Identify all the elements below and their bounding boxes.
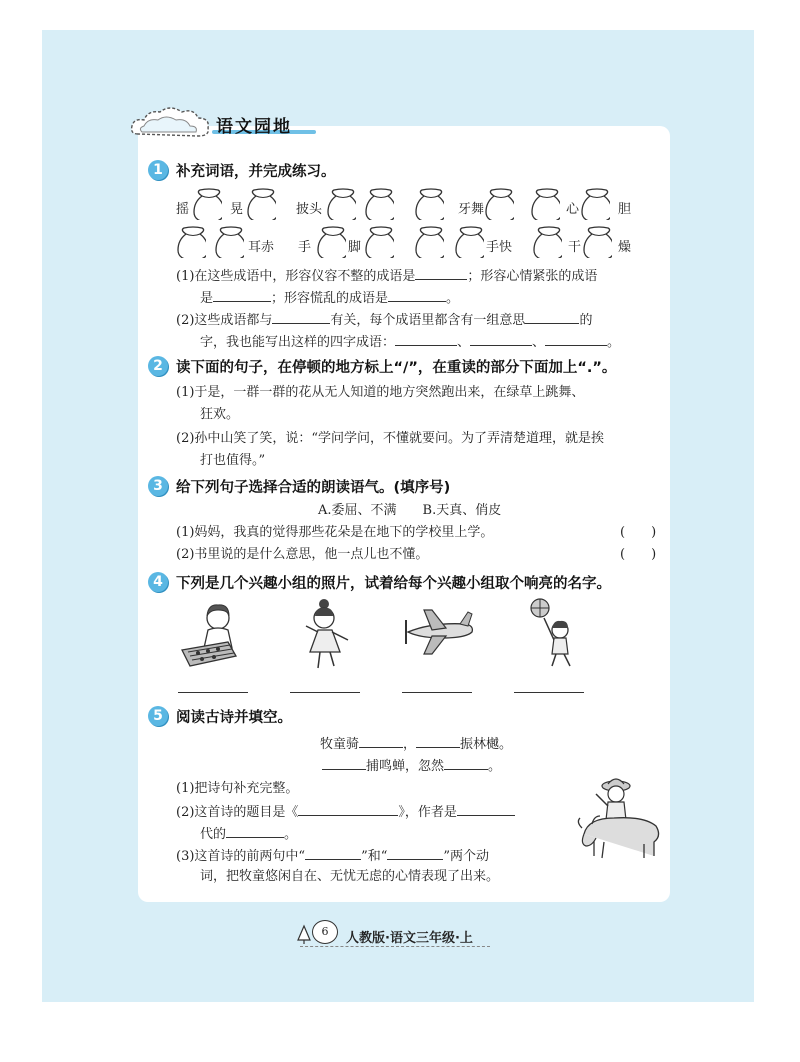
row1-char: 摇 (176, 202, 190, 217)
q5-sub-2a: (2)这首诗的题目是《 》，作者是 (176, 802, 515, 822)
cloud-icon (128, 104, 214, 144)
idiom-blank-pouch[interactable] (580, 188, 610, 220)
answer-blank[interactable] (457, 802, 515, 816)
abacus-girl-picture (178, 598, 248, 670)
q3-options: A.委屈、不满 B.天真、俏皮 (318, 503, 502, 518)
group-name-blank[interactable] (290, 692, 360, 693)
idiom-blank-pouch[interactable] (414, 188, 444, 220)
q3-sentence-2: (2)书里说的是什么意思，他一点儿也不懂。 (176, 547, 429, 562)
row2-char: 耳赤 (248, 240, 275, 255)
question-number-4: 4 (148, 572, 168, 592)
answer-paren[interactable]: ( ) (620, 547, 657, 562)
idiom-blank-pouch[interactable] (484, 188, 514, 220)
q2-sentence-2b: 打也值得。” (200, 453, 266, 468)
question-number-2: 2 (148, 356, 168, 376)
row1-char: 披头 (296, 202, 323, 217)
q2-sentence-1b: 狂欢。 (200, 407, 240, 422)
answer-blank[interactable] (226, 824, 284, 838)
dancing-girl-picture (296, 596, 356, 672)
question-5-title: 阅读古诗并填空。 (176, 710, 292, 726)
answer-blank[interactable] (322, 756, 366, 770)
q1-sub1-line1: (1)在这些成语中，形容仪容不整的成语是 ；形容心情紧张的成语 (176, 266, 597, 286)
idiom-blank-pouch[interactable] (454, 226, 484, 258)
answer-blank[interactable] (388, 288, 446, 302)
question-2-title: 读下面的句子，在停顿的地方标上“/”，在重读的部分下面加上“.”。 (176, 360, 617, 376)
question-1-title: 补充词语，并完成练习。 (176, 164, 336, 180)
row1-char: 晃 (230, 202, 244, 217)
row1-char: 胆 (618, 202, 632, 217)
idiom-blank-pouch[interactable] (364, 188, 394, 220)
q5-sub-3a: (3)这首诗的前两句中“ ”和“ ”两个动 (176, 846, 489, 866)
answer-blank[interactable] (470, 332, 532, 346)
question-number-3: 3 (148, 476, 168, 496)
row1-char: 心 (566, 202, 580, 217)
footer-book-title: 人教版·语文三年级·上 (346, 931, 473, 946)
question-4-title: 下列是几个兴趣小组的照片，试着给每个兴趣小组取个响亮的名字。 (176, 576, 611, 592)
footer-divider (300, 946, 490, 947)
answer-blank[interactable] (395, 332, 457, 346)
question-number-1: 1 (148, 160, 168, 180)
row2-char: 手快 (486, 240, 513, 255)
idiom-blank-pouch[interactable] (364, 226, 394, 258)
row2-char: 脚 (348, 240, 362, 255)
q5-sub-2b: 代的 。 (200, 824, 297, 844)
idiom-blank-pouch[interactable] (192, 188, 222, 220)
q2-sentence-2a: (2)孙中山笑了笑，说：“学问学问，不懂就要问。为了弄清楚道理，就是挨 (176, 431, 605, 446)
answer-blank[interactable] (444, 756, 488, 770)
q5-sub-1: (1)把诗句补充完整。 (176, 781, 299, 796)
question-3-title: 给下列句子选择合适的朗读语气。(填序号) (176, 480, 451, 496)
cowherd-on-buffalo-picture (574, 772, 666, 862)
idiom-blank-pouch[interactable] (532, 226, 562, 258)
answer-blank[interactable] (387, 846, 443, 860)
idiom-blank-pouch[interactable] (246, 188, 276, 220)
idiom-blank-pouch[interactable] (326, 188, 356, 220)
basketball-boy-picture (524, 596, 580, 670)
idiom-blank-pouch[interactable] (316, 226, 346, 258)
idiom-blank-pouch[interactable] (176, 226, 206, 258)
answer-blank[interactable] (416, 734, 460, 748)
row1-char: 牙舞 (458, 202, 485, 217)
answer-blank[interactable] (525, 310, 579, 324)
answer-blank[interactable] (545, 332, 607, 346)
poem-line-1: 牧童骑 ， 振林樾。 (320, 734, 512, 754)
section-title: 语文园地 (216, 117, 292, 137)
answer-blank[interactable] (305, 846, 361, 860)
q2-sentence-1a: (1)于是，一群一群的花从无人知道的地方突然跑出来，在绿草上跳舞、 (176, 385, 585, 400)
row2-char: 燥 (618, 240, 632, 255)
q1-sub2-line2: 字，我也能写出这样的四字成语： 、 、 。 (200, 332, 620, 352)
q3-sentence-1: (1)妈妈，我真的觉得那些花朵是在地下的学校里上学。 (176, 525, 494, 540)
q1-sub1-line2: 是 ；形容慌乱的成语是 。 (200, 288, 459, 308)
answer-blank[interactable] (272, 310, 330, 324)
answer-blank[interactable] (298, 802, 398, 816)
airplane-picture (402, 606, 476, 656)
idiom-blank-pouch[interactable] (214, 226, 244, 258)
answer-paren[interactable]: ( ) (620, 525, 657, 540)
group-name-blank[interactable] (178, 692, 248, 693)
idiom-blank-pouch[interactable] (530, 188, 560, 220)
row2-char: 手 (298, 240, 312, 255)
question-number-5: 5 (148, 706, 168, 726)
answer-blank[interactable] (359, 734, 403, 748)
q5-sub-3b: 词，把牧童悠闲自在、无忧无虑的心情表现了出来。 (200, 869, 500, 884)
page-number: 6 (312, 920, 338, 944)
row2-char: 干 (568, 240, 582, 255)
idiom-blank-pouch[interactable] (582, 226, 612, 258)
poem-line-2: 捕鸣蝉，忽然 。 (322, 756, 501, 776)
group-name-blank[interactable] (402, 692, 472, 693)
answer-blank[interactable] (213, 288, 271, 302)
answer-blank[interactable] (415, 266, 467, 280)
tree-icon (296, 924, 312, 944)
q1-sub2-line1: (2)这些成语都与 有关，每个成语里都含有一组意思 的 (176, 310, 592, 330)
idiom-blank-pouch[interactable] (414, 226, 444, 258)
group-name-blank[interactable] (514, 692, 584, 693)
